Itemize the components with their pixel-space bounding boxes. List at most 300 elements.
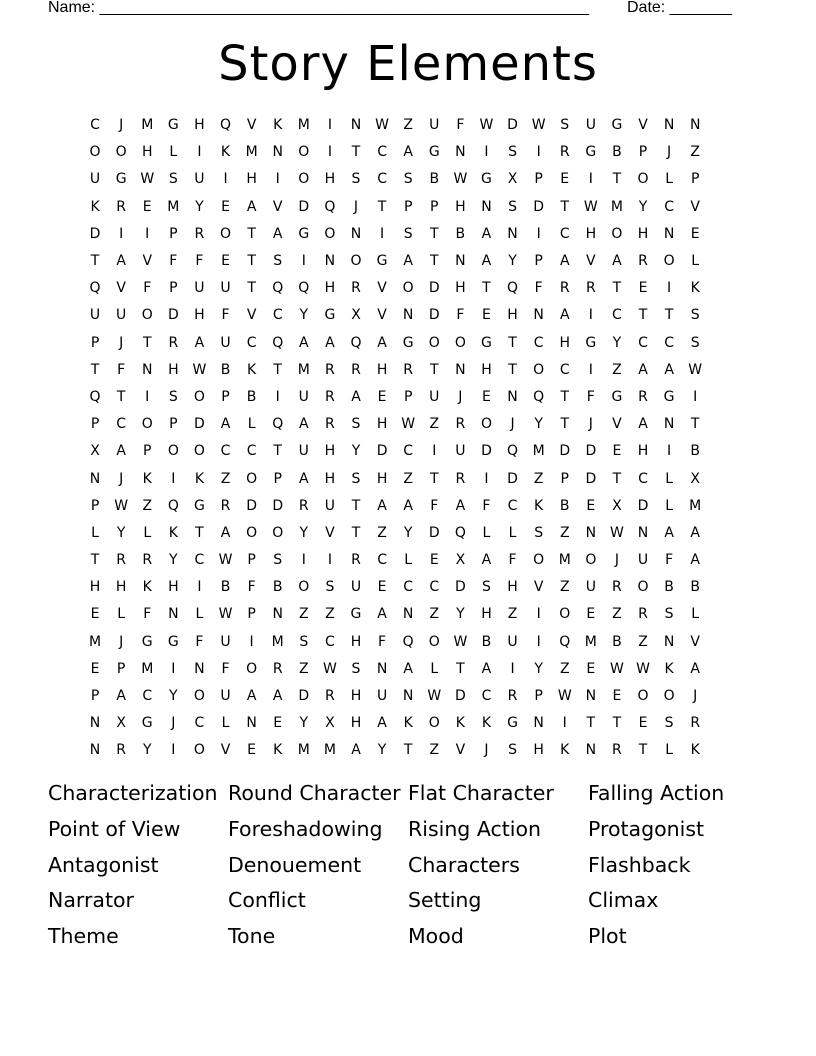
grid-letter: T bbox=[273, 361, 282, 378]
grid-letter: T bbox=[429, 361, 439, 378]
grid-letter: S bbox=[351, 416, 361, 433]
grid-letter: A bbox=[272, 688, 283, 705]
grid-letter: I bbox=[667, 280, 672, 297]
grid-row bbox=[82, 710, 737, 737]
grid-letter: E bbox=[612, 443, 622, 460]
grid-letter: G bbox=[507, 715, 518, 732]
grid-letter: O bbox=[220, 225, 232, 242]
grid-letter: R bbox=[116, 742, 126, 759]
grid-letter: P bbox=[116, 660, 126, 677]
grid-letter: C bbox=[664, 198, 674, 215]
grid-letter: Y bbox=[534, 416, 543, 433]
grid-letter: I bbox=[275, 171, 280, 188]
grid-letter: J bbox=[353, 198, 359, 215]
grid-letter: U bbox=[89, 307, 101, 324]
grid-letter: A bbox=[638, 361, 648, 378]
grid-letter: U bbox=[298, 388, 309, 405]
grid-letter: R bbox=[507, 688, 518, 705]
grid-letter: M bbox=[323, 742, 336, 759]
grid-letter: T bbox=[456, 660, 465, 677]
grid-letter: D bbox=[298, 198, 310, 215]
grid-letter: Y bbox=[456, 606, 465, 623]
grid-letter: L bbox=[691, 253, 700, 270]
grid-letter: R bbox=[298, 497, 309, 514]
grid-letter: E bbox=[273, 715, 283, 732]
grid-letter: C bbox=[429, 579, 440, 596]
grid-letter: Q bbox=[402, 633, 414, 650]
grid-letter: W bbox=[218, 606, 233, 623]
grid-letter: F bbox=[378, 633, 387, 650]
grid-letter: S bbox=[403, 225, 413, 242]
grid-letter: B bbox=[220, 361, 231, 378]
grid-letter: N bbox=[324, 253, 336, 270]
grid-letter: A bbox=[481, 253, 492, 270]
grid-letter: A bbox=[403, 660, 413, 677]
grid-letter: P bbox=[90, 497, 100, 514]
grid-letter: D bbox=[167, 307, 179, 324]
grid-letter: U bbox=[298, 443, 309, 460]
grid-letter: A bbox=[325, 334, 335, 351]
name-field-label: Name: _______________________________________________________ bbox=[48, 0, 589, 16]
grid-row bbox=[82, 438, 737, 465]
grid-letter: G bbox=[402, 334, 414, 351]
grid-letter: I bbox=[171, 742, 176, 759]
grid-letter: H bbox=[376, 416, 388, 433]
grid-letter: L bbox=[404, 552, 413, 569]
grid-letter: S bbox=[664, 715, 674, 732]
grid-letter: F bbox=[247, 579, 256, 596]
grid-letter: C bbox=[638, 470, 648, 487]
grid-letter: I bbox=[197, 579, 202, 596]
grid-letter: W bbox=[192, 361, 207, 378]
grid-letter: G bbox=[376, 253, 388, 270]
grid-letter: T bbox=[377, 198, 387, 215]
grid-row bbox=[82, 520, 737, 547]
grid-letter: N bbox=[455, 144, 466, 161]
grid-letter: A bbox=[116, 688, 126, 705]
grid-letter: Q bbox=[324, 198, 336, 215]
grid-row bbox=[82, 221, 737, 248]
grid-letter: O bbox=[663, 253, 675, 270]
grid-letter: D bbox=[89, 225, 101, 242]
grid-letter: L bbox=[665, 171, 674, 188]
grid-letter: X bbox=[325, 715, 335, 732]
grid-letter: D bbox=[246, 497, 257, 514]
grid-letter: P bbox=[221, 388, 230, 405]
grid-letter: P bbox=[247, 552, 256, 569]
grid-letter: M bbox=[167, 198, 180, 215]
grid-letter: R bbox=[272, 660, 283, 677]
word-bank-item: Denouement bbox=[228, 852, 362, 877]
grid-letter: V bbox=[377, 307, 387, 324]
grid-letter: X bbox=[690, 470, 700, 487]
grid-letter: R bbox=[325, 361, 335, 378]
grid-letter: N bbox=[272, 606, 283, 623]
grid-letter: E bbox=[612, 688, 622, 705]
grid-letter: O bbox=[428, 715, 440, 732]
grid-letter: K bbox=[142, 470, 152, 487]
grid-letter: L bbox=[665, 497, 674, 514]
grid-letter: D bbox=[585, 443, 597, 460]
grid-letter: I bbox=[119, 225, 124, 242]
grid-letter: W bbox=[322, 660, 337, 677]
grid-letter: R bbox=[116, 552, 126, 569]
grid-letter: Q bbox=[507, 280, 519, 297]
grid-letter: C bbox=[612, 307, 622, 324]
grid-letter: Y bbox=[299, 307, 309, 324]
grid-letter: B bbox=[690, 443, 700, 460]
word-bank-item: Antagonist bbox=[48, 852, 159, 877]
grid-letter: U bbox=[194, 171, 205, 188]
grid-letter: H bbox=[559, 334, 570, 351]
grid-letter: L bbox=[691, 606, 700, 623]
grid-letter: I bbox=[327, 144, 332, 161]
grid-letter: V bbox=[142, 253, 153, 270]
grid-letter: F bbox=[221, 307, 230, 324]
grid-letter: O bbox=[141, 307, 153, 324]
grid-letter: N bbox=[663, 416, 675, 433]
grid-letter: A bbox=[299, 416, 309, 433]
grid-letter: A bbox=[559, 253, 570, 270]
grid-letter: Y bbox=[116, 524, 126, 541]
grid-row bbox=[82, 656, 737, 683]
grid-letter: P bbox=[534, 688, 543, 705]
grid-letter: Y bbox=[299, 524, 309, 541]
word-bank-item: Characterization bbox=[48, 781, 218, 805]
grid-letter: H bbox=[637, 443, 649, 460]
grid-letter: T bbox=[638, 307, 648, 324]
grid-letter: J bbox=[119, 117, 124, 134]
grid-letter: L bbox=[195, 606, 204, 623]
grid-letter: D bbox=[507, 117, 518, 134]
grid-letter: H bbox=[376, 361, 388, 378]
grid-letter: H bbox=[350, 715, 362, 732]
header-fields bbox=[48, 0, 748, 20]
grid-letter: A bbox=[638, 416, 648, 433]
grid-row bbox=[82, 194, 737, 221]
grid-letter: T bbox=[508, 334, 517, 351]
grid-letter: K bbox=[403, 715, 413, 732]
grid-letter: Q bbox=[298, 280, 310, 297]
grid-letter: Y bbox=[377, 742, 387, 759]
grid-letter: E bbox=[142, 198, 152, 215]
grid-letter: T bbox=[351, 524, 361, 541]
grid-letter: N bbox=[663, 117, 675, 134]
grid-letter: T bbox=[690, 416, 700, 433]
grid-letter: Q bbox=[89, 388, 101, 405]
grid-letter: A bbox=[377, 715, 387, 732]
grid-letter: A bbox=[351, 742, 361, 759]
grid-letter: E bbox=[429, 552, 439, 569]
grid-letter: Z bbox=[403, 117, 413, 134]
grid-letter: J bbox=[588, 416, 593, 433]
grid-letter: A bbox=[481, 552, 492, 569]
grid-letter: R bbox=[585, 280, 596, 297]
grid-letter: K bbox=[194, 470, 205, 487]
grid-letter: E bbox=[586, 606, 596, 623]
grid-letter: C bbox=[194, 715, 205, 732]
grid-letter: N bbox=[376, 660, 388, 677]
grid-letter: R bbox=[455, 416, 466, 433]
grid-letter: V bbox=[533, 579, 544, 596]
grid-letter: P bbox=[90, 334, 100, 351]
grid-letter: D bbox=[533, 198, 545, 215]
grid-letter: N bbox=[533, 307, 544, 324]
grid-letter: E bbox=[560, 171, 570, 188]
grid-letter: I bbox=[275, 388, 280, 405]
grid-letter: N bbox=[89, 742, 101, 759]
grid-letter: N bbox=[585, 524, 597, 541]
grid-letter: W bbox=[453, 633, 468, 650]
grid-letter: D bbox=[376, 443, 388, 460]
grid-letter: Z bbox=[403, 470, 413, 487]
grid-letter: C bbox=[246, 334, 257, 351]
grid-letter: V bbox=[272, 198, 283, 215]
grid-letter: U bbox=[220, 280, 231, 297]
grid-letter: B bbox=[690, 579, 700, 596]
grid-letter: C bbox=[481, 688, 492, 705]
grid-letter: U bbox=[220, 633, 231, 650]
grid-letter: P bbox=[247, 606, 256, 623]
grid-letter: E bbox=[690, 225, 700, 242]
grid-letter: E bbox=[482, 307, 491, 324]
grid-letter: I bbox=[484, 470, 489, 487]
grid-letter: H bbox=[637, 225, 649, 242]
word-bank-item: Characters bbox=[408, 852, 520, 877]
grid-letter: N bbox=[350, 225, 362, 242]
grid-letter: E bbox=[377, 388, 387, 405]
grid-letter: W bbox=[453, 171, 468, 188]
grid-letter: K bbox=[273, 742, 283, 759]
grid-letter: W bbox=[531, 117, 546, 134]
grid-letter: P bbox=[90, 688, 100, 705]
grid-letter: A bbox=[690, 552, 700, 569]
grid-letter: R bbox=[351, 280, 361, 297]
grid-letter: T bbox=[612, 280, 622, 297]
grid-letter: O bbox=[611, 225, 623, 242]
grid-letter: R bbox=[194, 225, 205, 242]
grid-letter: S bbox=[664, 606, 674, 623]
grid-letter: Q bbox=[220, 117, 232, 134]
grid-letter: N bbox=[402, 688, 414, 705]
grid-letter: P bbox=[638, 144, 648, 161]
grid-letter: C bbox=[142, 688, 153, 705]
grid-letter: I bbox=[510, 660, 515, 677]
grid-letter: H bbox=[376, 470, 388, 487]
grid-letter: X bbox=[90, 443, 100, 460]
grid-letter: D bbox=[298, 688, 310, 705]
grid-letter: X bbox=[351, 307, 361, 324]
grid-letter: R bbox=[690, 715, 701, 732]
grid-row bbox=[82, 275, 737, 302]
grid-letter: Z bbox=[533, 470, 544, 487]
grid-letter: C bbox=[507, 497, 518, 514]
grid-letter: Z bbox=[559, 524, 570, 541]
grid-letter: R bbox=[559, 144, 570, 161]
grid-letter: R bbox=[612, 742, 622, 759]
grid-letter: T bbox=[273, 443, 282, 460]
grid-letter: F bbox=[508, 552, 517, 569]
grid-letter: R bbox=[559, 280, 570, 297]
grid-letter: Y bbox=[351, 443, 361, 460]
grid-letter: I bbox=[484, 144, 489, 161]
grid-letter: G bbox=[663, 388, 675, 405]
grid-letter: Z bbox=[507, 606, 518, 623]
grid-letter: T bbox=[612, 715, 622, 732]
grid-letter: T bbox=[195, 524, 204, 541]
grid-letter: P bbox=[403, 388, 413, 405]
grid-letter: Y bbox=[638, 198, 648, 215]
grid-letter: K bbox=[560, 742, 570, 759]
grid-letter: Y bbox=[299, 715, 309, 732]
grid-letter: O bbox=[193, 443, 205, 460]
grid-letter: M bbox=[297, 117, 310, 134]
grid-letter: O bbox=[246, 660, 258, 677]
grid-letter: N bbox=[89, 470, 101, 487]
grid-letter: T bbox=[560, 416, 570, 433]
grid-letter: K bbox=[168, 524, 178, 541]
grid-letter: O bbox=[559, 606, 571, 623]
grid-letter: H bbox=[350, 633, 362, 650]
grid-letter: Z bbox=[220, 470, 231, 487]
grid-row bbox=[82, 411, 737, 438]
grid-letter: P bbox=[169, 225, 178, 242]
grid-letter: Q bbox=[559, 633, 571, 650]
grid-letter: M bbox=[584, 633, 597, 650]
grid-letter: M bbox=[245, 144, 258, 161]
grid-letter: O bbox=[298, 579, 310, 596]
grid-letter: C bbox=[90, 117, 100, 134]
grid-letter: M bbox=[141, 117, 154, 134]
grid-letter: Z bbox=[429, 742, 440, 759]
grid-letter: C bbox=[533, 334, 544, 351]
grid-letter: X bbox=[455, 552, 466, 569]
grid-letter: R bbox=[455, 470, 466, 487]
grid-letter: K bbox=[90, 198, 100, 215]
grid-letter: A bbox=[403, 253, 413, 270]
grid-letter: O bbox=[480, 416, 492, 433]
grid-letter: U bbox=[116, 307, 127, 324]
grid-letter: O bbox=[637, 688, 649, 705]
grid-letter: I bbox=[667, 443, 672, 460]
grid-row bbox=[82, 574, 737, 601]
grid-letter: A bbox=[690, 524, 700, 541]
grid-letter: Z bbox=[559, 579, 570, 596]
grid-letter: A bbox=[220, 524, 231, 541]
grid-letter: J bbox=[510, 416, 515, 433]
grid-letter: E bbox=[221, 198, 230, 215]
grid-letter: T bbox=[612, 171, 622, 188]
grid-letter: O bbox=[193, 742, 205, 759]
grid-letter: E bbox=[90, 606, 100, 623]
grid-letter: D bbox=[481, 443, 492, 460]
grid-row bbox=[82, 629, 737, 656]
grid-letter: Z bbox=[638, 633, 648, 650]
grid-letter: A bbox=[246, 688, 257, 705]
grid-letter: T bbox=[247, 280, 256, 297]
grid-row bbox=[82, 683, 737, 710]
grid-letter: V bbox=[116, 280, 126, 297]
grid-letter: Y bbox=[508, 253, 517, 270]
grid-letter: U bbox=[429, 388, 440, 405]
grid-letter: J bbox=[119, 334, 124, 351]
grid-letter: F bbox=[195, 253, 204, 270]
grid-letter: C bbox=[377, 171, 387, 188]
grid-letter: C bbox=[116, 416, 127, 433]
grid-letter: A bbox=[272, 225, 283, 242]
grid-letter: F bbox=[456, 307, 465, 324]
grid-letter: S bbox=[560, 117, 570, 134]
grid-letter: O bbox=[402, 280, 414, 297]
grid-row bbox=[82, 737, 737, 764]
grid-letter: T bbox=[612, 470, 622, 487]
grid-letter: S bbox=[299, 633, 309, 650]
grid-letter: J bbox=[171, 715, 176, 732]
word-bank-item: Round Character bbox=[228, 781, 401, 805]
grid-letter: H bbox=[324, 280, 336, 297]
grid-letter: N bbox=[272, 144, 283, 161]
grid-letter: S bbox=[534, 524, 544, 541]
grid-letter: A bbox=[194, 334, 205, 351]
grid-letter: Z bbox=[429, 606, 440, 623]
grid-letter: I bbox=[588, 171, 593, 188]
grid-letter: R bbox=[612, 579, 622, 596]
grid-letter: C bbox=[194, 552, 205, 569]
grid-letter: S bbox=[690, 307, 700, 324]
grid-letter: X bbox=[116, 715, 126, 732]
grid-letter: O bbox=[663, 688, 675, 705]
grid-letter: M bbox=[271, 633, 284, 650]
grid-letter: K bbox=[273, 117, 283, 134]
grid-letter: N bbox=[455, 253, 466, 270]
grid-letter: V bbox=[690, 633, 700, 650]
grid-letter: Z bbox=[299, 660, 309, 677]
grid-letter: U bbox=[585, 117, 596, 134]
grid-letter: D bbox=[454, 688, 466, 705]
grid-letter: T bbox=[429, 470, 439, 487]
grid-letter: G bbox=[324, 307, 336, 324]
grid-letter: C bbox=[377, 144, 387, 161]
grid-letter: A bbox=[116, 443, 126, 460]
grid-letter: M bbox=[297, 742, 310, 759]
grid-letter: Q bbox=[533, 388, 545, 405]
grid-letter: H bbox=[507, 579, 518, 596]
grid-letter: T bbox=[403, 742, 413, 759]
grid-letter: N bbox=[246, 715, 257, 732]
grid-letter: A bbox=[690, 660, 700, 677]
grid-letter: T bbox=[90, 552, 100, 569]
grid-letter: U bbox=[455, 443, 466, 460]
grid-letter: Z bbox=[612, 606, 622, 623]
grid-letter: E bbox=[247, 742, 257, 759]
grid-letter: A bbox=[559, 307, 570, 324]
grid-letter: H bbox=[350, 688, 362, 705]
grid-letter: I bbox=[693, 388, 698, 405]
grid-letter: G bbox=[481, 334, 492, 351]
grid-letter: O bbox=[298, 144, 310, 161]
grid-letter: O bbox=[141, 416, 153, 433]
grid-letter: C bbox=[559, 225, 570, 242]
grid-letter: D bbox=[507, 470, 518, 487]
grid-letter: W bbox=[636, 660, 650, 677]
grid-letter: W bbox=[583, 198, 598, 215]
grid-letter: R bbox=[325, 688, 335, 705]
grid-letter: G bbox=[141, 715, 153, 732]
grid-letter: Z bbox=[377, 524, 387, 541]
grid-letter: C bbox=[403, 443, 414, 460]
grid-letter: K bbox=[455, 715, 465, 732]
grid-letter: L bbox=[169, 144, 178, 161]
